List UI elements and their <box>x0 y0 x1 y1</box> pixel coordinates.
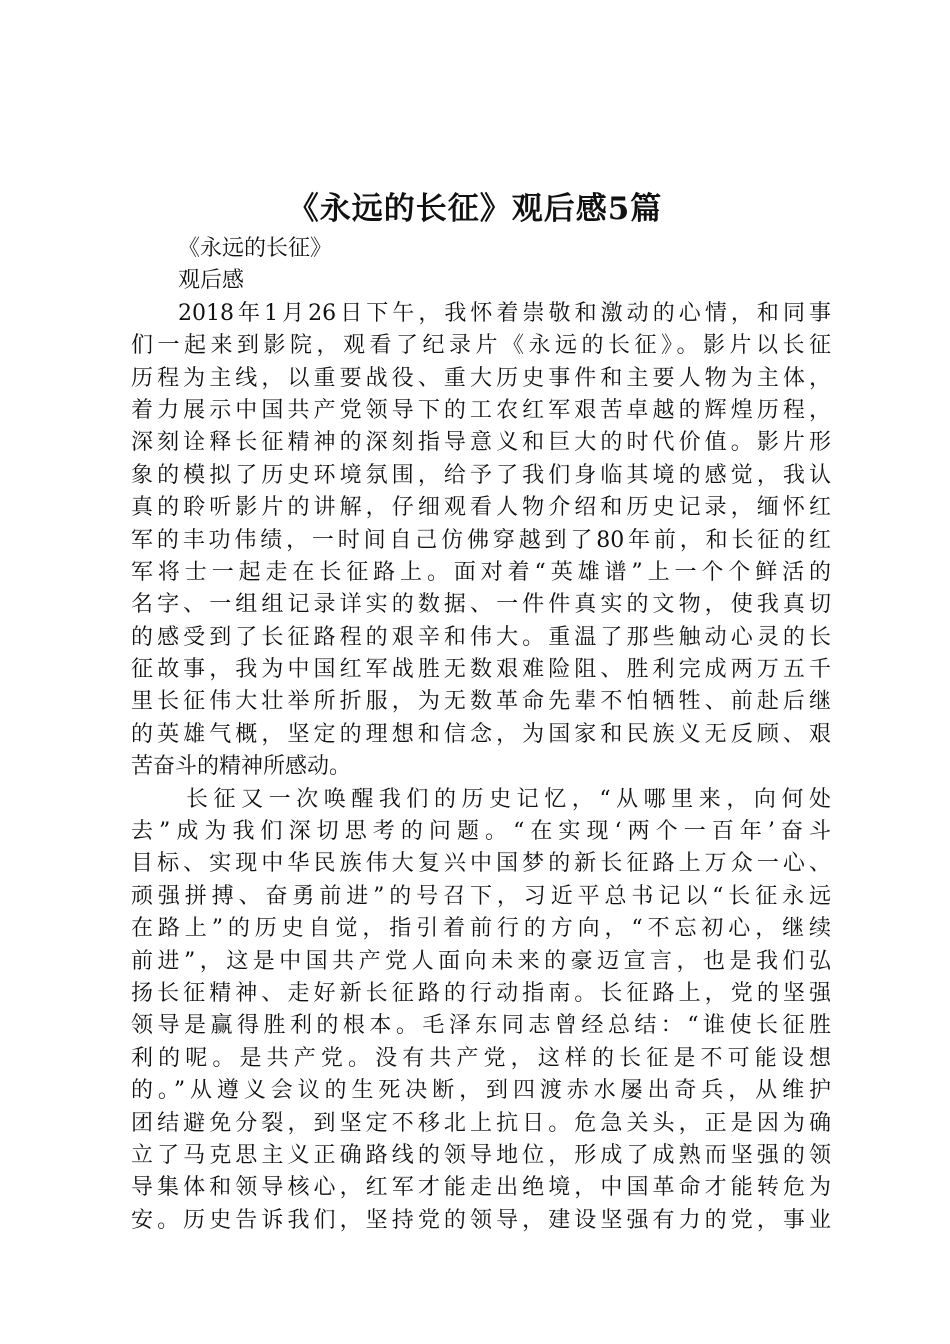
paragraph-line: 顽强拼搏、奋勇前进”的号召下，习近平总书记以“长征永远 <box>131 883 831 909</box>
paragraph-line: 领导是赢得胜利的根本。毛泽东同志曾经总结：“谁使长征胜 <box>131 1013 831 1039</box>
paragraph-line: 的英雄气概，坚定的理想和信念，为国家和民族义无反顾、艰 <box>131 721 831 747</box>
paragraph-line: 深刻诠释长征精神的深刻指导意义和巨大的时代价值。影片形 <box>131 430 831 456</box>
document-title: 《永远的长征》观后感5篇 <box>287 191 663 227</box>
paragraph-line: 里长征伟大壮举所折服，为无数革命先辈不怕牺牲、前赴后继 <box>131 689 831 715</box>
paragraph-line: 2018年1月26日下午，我怀着崇敬和激动的心情，和同事 <box>178 300 831 326</box>
subtitle-line: 观后感 <box>178 268 245 294</box>
paragraph-line: 导集体和领导核心，红军才能走出绝境，中国革命才能转危为 <box>131 1175 831 1201</box>
paragraph-line: 的。”从遵义会议的生死决断，到四渡赤水屡出奇兵，从维护 <box>131 1078 831 1104</box>
paragraph-line: 团结避免分裂，到坚定不移北上抗日。危急关头，正是因为确 <box>131 1110 831 1136</box>
paragraph-line: 着力展示中国共产党领导下的工农红军艰苦卓越的辉煌历程， <box>131 397 831 423</box>
paragraph-line: 立了马克思主义正确路线的领导地位，形成了成熟而坚强的领 <box>131 1142 831 1168</box>
paragraph-line: 目标、实现中华民族伟大复兴中国梦的新长征路上万众一心、 <box>131 851 831 877</box>
paragraph-line: 安。历史告诉我们，坚持党的领导，建设坚强有力的党，事业 <box>131 1207 831 1233</box>
subtitle-line: 《永远的长征》 <box>178 236 333 261</box>
paragraph-line: 象的模拟了历史环境氛围，给予了我们身临其境的感觉，我认 <box>131 462 831 488</box>
paragraph-line: 苦奋斗的精神所感动。 <box>131 754 352 780</box>
paragraph-line: 真的聆听影片的讲解，仔细观看人物介绍和历史记录，缅怀红 <box>131 495 831 521</box>
paragraph-line: 扬长征精神、走好新长征路的行动指南。长征路上，党的坚强 <box>131 980 831 1006</box>
paragraph-line: 名字、一组组记录详实的数据、一件件真实的文物，使我真切 <box>131 592 831 618</box>
paragraph-line: 长征又一次唤醒我们的历史记忆，“从哪里来，向何处 <box>186 786 831 812</box>
document-body <box>0 233 950 1237</box>
paragraph-line: 历程为主线，以重要战役、重大历史事件和主要人物为主体， <box>131 365 831 391</box>
paragraph-line: 在路上”的历史自觉，指引着前行的方向，“不忘初心，继续 <box>131 916 831 942</box>
paragraph-line: 征故事，我为中国红军战胜无数艰难险阻、胜利完成两万五千 <box>131 657 831 683</box>
paragraph-line: 们一起来到影院，观看了纪录片《永远的长征》。影片以长征 <box>131 333 831 359</box>
paragraph-line: 的感受到了长征路程的艰辛和伟大。重温了那些触动心灵的长 <box>131 624 831 650</box>
paragraph-line: 利的呢。是共产党。没有共产党，这样的长征是不可能设想 <box>131 1045 831 1071</box>
paragraph-line: 军将士一起走在长征路上。面对着“英雄谱”上一个个鲜活的 <box>131 559 831 585</box>
paragraph-line: 军的丰功伟绩，一时间自己仿佛穿越到了80年前，和长征的红 <box>131 527 831 553</box>
paragraph-line: 去”成为我们深切思考的问题。“在实现‘两个一百年’奋斗 <box>131 819 831 845</box>
paragraph-line: 前进”，这是中国共产党人面向未来的豪迈宣言，也是我们弘 <box>131 948 831 974</box>
